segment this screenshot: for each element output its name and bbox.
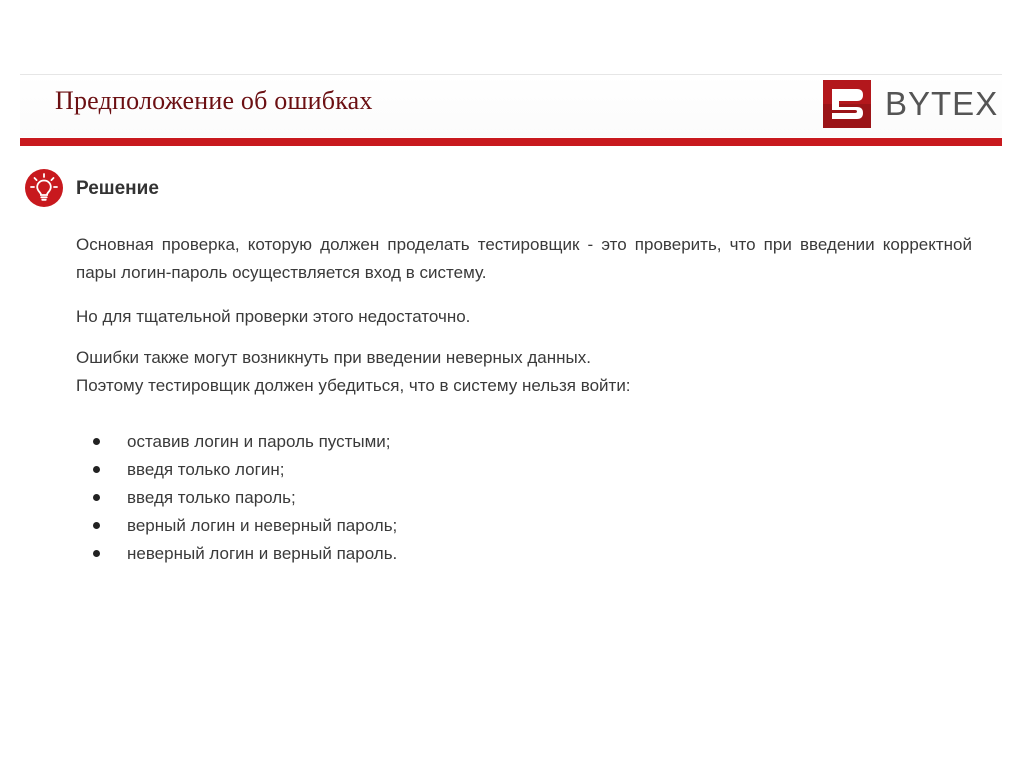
paragraph-errors-line-1: Ошибки также могут возникнуть при введении неверных данных. [76, 348, 591, 367]
bytex-logo [823, 80, 998, 128]
list-item-text: введя только пароль; [127, 488, 296, 507]
list-item [76, 428, 397, 456]
list-item-text: оставив логин и пароль пустыми; [127, 432, 391, 451]
lightbulb-icon [24, 168, 64, 208]
bullet-list [76, 428, 397, 568]
bytex-logo-icon [823, 80, 871, 128]
section-heading: Решение [76, 178, 159, 199]
list-item [76, 456, 397, 484]
list-item-text: верный логин и неверный пароль; [127, 516, 398, 535]
bullet-dot-icon [93, 466, 100, 473]
paragraph-errors [76, 344, 972, 400]
list-item-text: неверный логин и верный пароль. [127, 544, 398, 563]
bullet-dot-icon [93, 494, 100, 501]
bullet-dot-icon [93, 522, 100, 529]
list-item [76, 484, 397, 512]
bullet-dot-icon [93, 438, 100, 445]
header-red-rule [20, 138, 1002, 146]
logo-text: BYTEX [885, 85, 999, 122]
list-item [76, 540, 397, 568]
list-item-text: введя только логин; [127, 460, 285, 479]
bullet-dot-icon [93, 550, 100, 557]
paragraph-not-enough: Но для тщательной проверки этого недостаточно. [76, 307, 471, 326]
list-item [76, 512, 397, 540]
paragraph-errors-line-2: Поэтому тестировщик должен убедиться, что в систему нельзя войти: [76, 376, 631, 395]
paragraph-main-check: Основная проверка, которую должен проделать тестировщик - это проверить, что при введении корректной пары логин-пароль осуществляется вход в систему. [76, 235, 972, 282]
slide-title: Предположение об ошибках [55, 86, 373, 115]
